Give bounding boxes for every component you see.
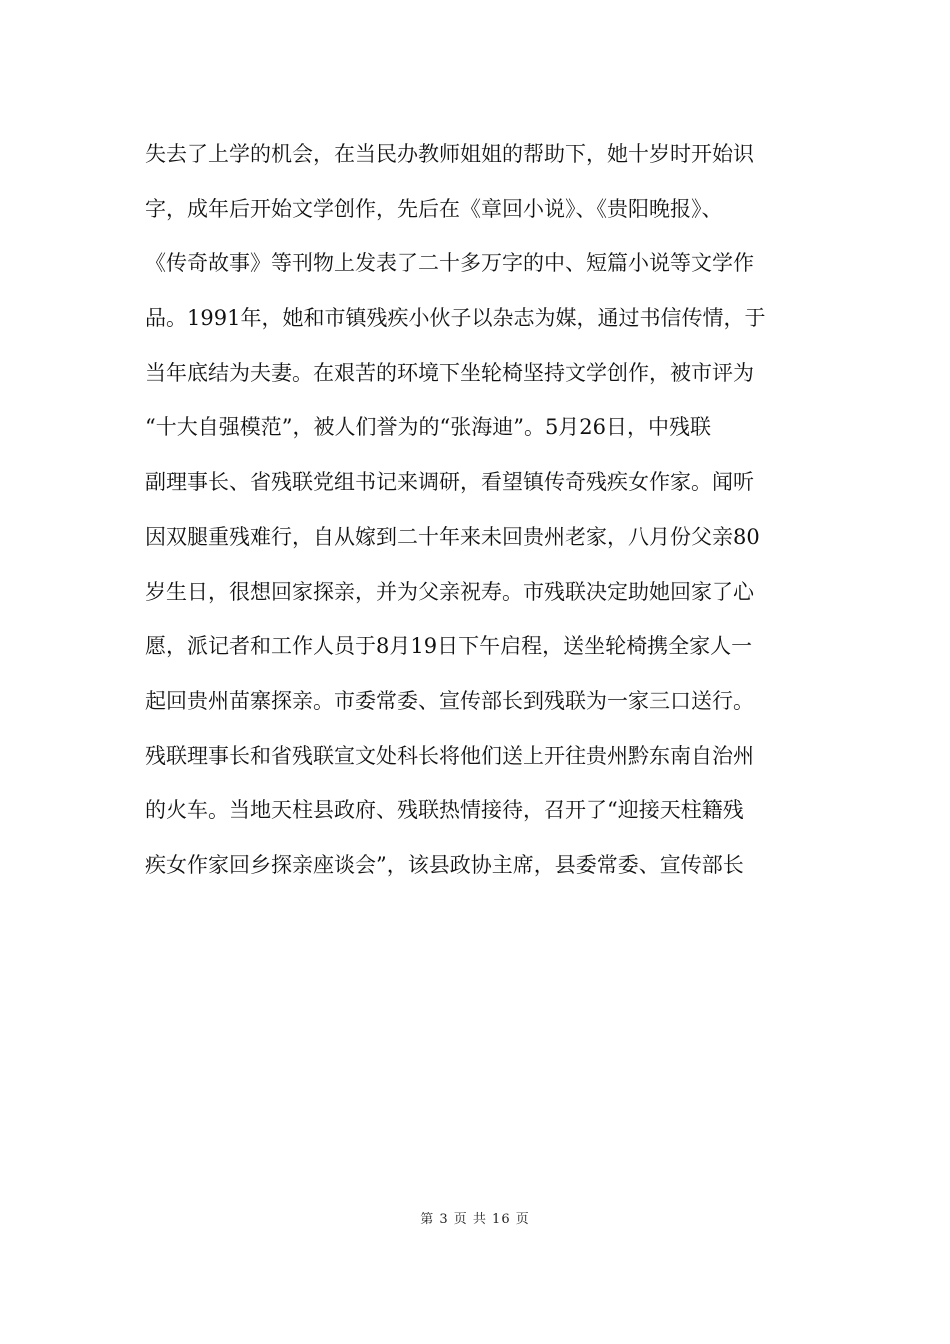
text-line: 起回贵州苗寨探亲。市委常委、宣传部长到残联为一家三口送行。 <box>145 688 754 713</box>
text-line: 字，成年后开始文学创作，先后在《章回小说》、《贵阳晚报》、 <box>145 196 723 221</box>
text-line: 失去了上学的机会，在当民办教师姐姐的帮助下，她十岁时开始识 <box>145 142 754 166</box>
text-line: “十大自强模范”，被人们誉为的“张海迪”。5月26日，中残联 <box>145 415 712 440</box>
text-line: 疾女作家回乡探亲座谈会”，该县政协主席，县委常委、宣传部长 <box>145 852 744 877</box>
text-line: 因双腿重残难行，自从嫁到二十年来未回贵州老家，八月份父亲80 <box>145 524 760 549</box>
body-text <box>145 132 815 898</box>
text-line: 残联理事长和省残联宣文处科长将他们送上开往贵州黔东南自治州 <box>145 743 754 768</box>
text-line: 岁生日，很想回家探亲，并为父亲祝寿。市残联决定助她回家了心 <box>145 579 754 604</box>
page-number-footer: 第 3 页 共 16 页 <box>420 1212 530 1227</box>
text-line: 副理事长、省残联党组书记来调研，看望镇传奇残疾女作家。闻听 <box>145 470 754 495</box>
text-line: 品。1991年，她和市镇残疾小伙子以杂志为媒，通过书信传情，于 <box>145 306 766 331</box>
text-line: 愿，派记者和工作人员于8月19日下午启程，送坐轮椅携全家人一 <box>145 634 753 659</box>
text-line: 《传奇故事》等刊物上发表了二十多万字的中、短篇小说等文学作 <box>145 251 754 276</box>
text-line: 当年底结为夫妻。在艰苦的环境下坐轮椅坚持文学创作，被市评为 <box>145 360 754 385</box>
text-line: 的火车。当地天柱县政府、残联热情接待，召开了“迎接天柱籍残 <box>145 798 744 823</box>
